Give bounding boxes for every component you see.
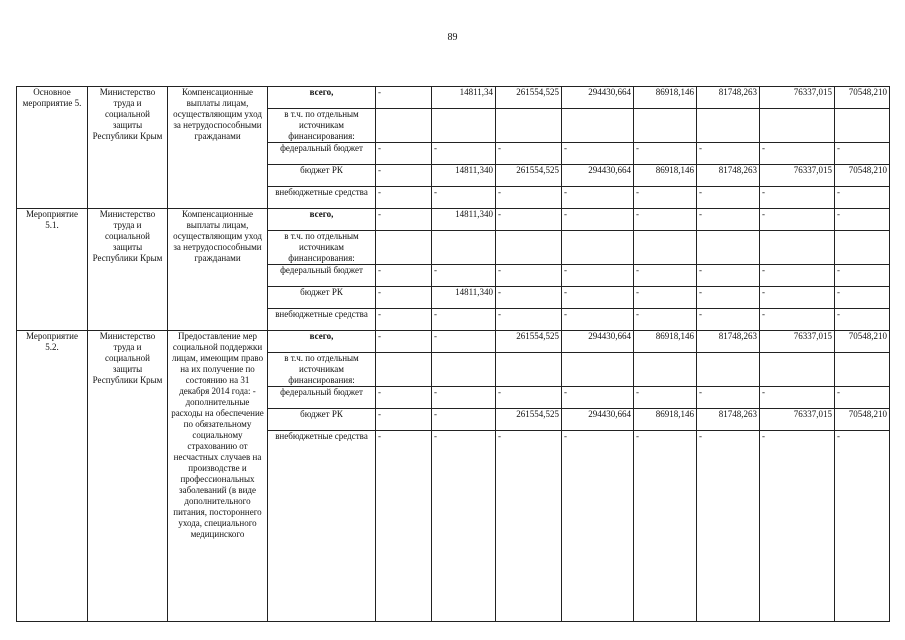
amount-cell: - bbox=[496, 287, 562, 309]
amount-cell: - bbox=[760, 431, 835, 622]
amount-cell bbox=[835, 231, 890, 265]
amount-cell: - bbox=[634, 143, 697, 165]
amount-cell bbox=[496, 353, 562, 387]
funding-table bbox=[16, 86, 890, 622]
amount-cell: - bbox=[376, 387, 432, 409]
amount-cell: - bbox=[376, 409, 432, 431]
amount-cell: - bbox=[835, 431, 890, 622]
amount-cell: 294430,664 bbox=[562, 409, 634, 431]
amount-cell: - bbox=[835, 309, 890, 331]
amount-cell: - bbox=[496, 265, 562, 287]
amount-cell bbox=[432, 231, 496, 265]
amount-cell bbox=[697, 109, 760, 143]
amount-cell: - bbox=[496, 187, 562, 209]
amount-cell: 261554,525 bbox=[496, 331, 562, 353]
amount-cell: - bbox=[760, 265, 835, 287]
page-number: 89 bbox=[447, 32, 458, 43]
amount-cell bbox=[432, 109, 496, 143]
amount-cell bbox=[432, 353, 496, 387]
amount-cell: 76337,015 bbox=[760, 409, 835, 431]
funding-source: внебюджетные средства bbox=[268, 309, 376, 331]
amount-cell bbox=[496, 231, 562, 265]
block-code: Основное мероприятие 5. bbox=[17, 87, 88, 209]
amount-cell: 14811,340 bbox=[432, 165, 496, 187]
block-name: Компенсационные выплаты лицам, осуществляющим уход за нетрудоспособными гражданами bbox=[168, 87, 268, 209]
amount-cell: - bbox=[376, 265, 432, 287]
amount-cell: - bbox=[634, 209, 697, 231]
amount-cell bbox=[835, 353, 890, 387]
amount-cell: 14811,340 bbox=[432, 209, 496, 231]
amount-cell bbox=[760, 109, 835, 143]
amount-cell bbox=[562, 109, 634, 143]
amount-cell: - bbox=[376, 431, 432, 622]
funding-source: всего, bbox=[268, 209, 376, 231]
amount-cell: - bbox=[432, 265, 496, 287]
amount-cell: - bbox=[634, 431, 697, 622]
amount-cell: - bbox=[697, 387, 760, 409]
amount-cell: 76337,015 bbox=[760, 331, 835, 353]
funding-source: в т.ч. по отдельным источникам финансирования: bbox=[268, 353, 376, 387]
amount-cell: 86918,146 bbox=[634, 87, 697, 109]
amount-cell bbox=[562, 353, 634, 387]
amount-cell: - bbox=[760, 187, 835, 209]
amount-cell bbox=[376, 353, 432, 387]
funding-source: в т.ч. по отдельным источникам финансирования: bbox=[268, 231, 376, 265]
amount-cell: 81748,263 bbox=[697, 331, 760, 353]
amount-cell: - bbox=[697, 187, 760, 209]
amount-cell: - bbox=[562, 287, 634, 309]
table-body bbox=[17, 87, 890, 622]
funding-source: федеральный бюджет bbox=[268, 265, 376, 287]
amount-cell: - bbox=[634, 265, 697, 287]
amount-cell: - bbox=[562, 265, 634, 287]
amount-cell: - bbox=[835, 387, 890, 409]
amount-cell: - bbox=[697, 431, 760, 622]
amount-cell: 294430,664 bbox=[562, 165, 634, 187]
amount-cell: - bbox=[835, 287, 890, 309]
amount-cell bbox=[634, 231, 697, 265]
funding-source: всего, bbox=[268, 331, 376, 353]
amount-cell: - bbox=[432, 309, 496, 331]
amount-cell: 86918,146 bbox=[634, 165, 697, 187]
amount-cell: - bbox=[496, 309, 562, 331]
amount-cell bbox=[697, 231, 760, 265]
amount-cell bbox=[760, 231, 835, 265]
funding-source: внебюджетные средства bbox=[268, 187, 376, 209]
amount-cell bbox=[634, 109, 697, 143]
amount-cell bbox=[562, 231, 634, 265]
block-code: Мероприятие 5.1. bbox=[17, 209, 88, 331]
amount-cell: - bbox=[376, 143, 432, 165]
block-executor: Министерство труда и социальной защиты Республики Крым bbox=[88, 331, 168, 622]
amount-cell: - bbox=[562, 309, 634, 331]
amount-cell: - bbox=[432, 431, 496, 622]
amount-cell: - bbox=[760, 143, 835, 165]
amount-cell: 70548,210 bbox=[835, 409, 890, 431]
amount-cell: - bbox=[760, 309, 835, 331]
amount-cell: 86918,146 bbox=[634, 409, 697, 431]
amount-cell: - bbox=[697, 209, 760, 231]
funding-source: федеральный бюджет bbox=[268, 387, 376, 409]
amount-cell bbox=[376, 231, 432, 265]
amount-cell bbox=[634, 353, 697, 387]
table-row bbox=[17, 209, 890, 231]
amount-cell: - bbox=[697, 287, 760, 309]
funding-source: в т.ч. по отдельным источникам финансирования: bbox=[268, 109, 376, 143]
amount-cell: - bbox=[562, 209, 634, 231]
block-name: Предоставление мер социальной поддержки лицам, имеющим право на их получение по состоянию на 31 декабря 2014 года: - дополнительные расходы на обеспечение по обязательному социальному страхованию от несчастных случаев на производстве и профессиональных заболеваний (в виде дополнительного питания, постороннего ухода, специального медицинского bbox=[168, 331, 268, 622]
amount-cell bbox=[376, 109, 432, 143]
table-row bbox=[17, 87, 890, 109]
funding-source: бюджет РК bbox=[268, 165, 376, 187]
amount-cell: - bbox=[697, 309, 760, 331]
amount-cell: 70548,210 bbox=[835, 331, 890, 353]
amount-cell: 261554,525 bbox=[496, 165, 562, 187]
block-code: Мероприятие 5.2. bbox=[17, 331, 88, 622]
amount-cell: 70548,210 bbox=[835, 87, 890, 109]
amount-cell: - bbox=[835, 143, 890, 165]
funding-source: внебюджетные средства bbox=[268, 431, 376, 622]
amount-cell: - bbox=[376, 309, 432, 331]
amount-cell bbox=[496, 109, 562, 143]
amount-cell: 294430,664 bbox=[562, 331, 634, 353]
amount-cell: 294430,664 bbox=[562, 87, 634, 109]
amount-cell: - bbox=[432, 331, 496, 353]
amount-cell bbox=[760, 353, 835, 387]
amount-cell: - bbox=[562, 187, 634, 209]
amount-cell: - bbox=[376, 209, 432, 231]
block-name: Компенсационные выплаты лицам, осуществляющим уход за нетрудоспособными гражданами bbox=[168, 209, 268, 331]
amount-cell: - bbox=[496, 387, 562, 409]
amount-cell: - bbox=[376, 87, 432, 109]
funding-source: федеральный бюджет bbox=[268, 143, 376, 165]
amount-cell: - bbox=[562, 387, 634, 409]
table-row bbox=[17, 331, 890, 353]
amount-cell: - bbox=[376, 165, 432, 187]
amount-cell: - bbox=[496, 431, 562, 622]
amount-cell: 261554,525 bbox=[496, 409, 562, 431]
amount-cell: 76337,015 bbox=[760, 87, 835, 109]
amount-cell: - bbox=[697, 265, 760, 287]
amount-cell: 14811,340 bbox=[432, 287, 496, 309]
amount-cell: - bbox=[634, 287, 697, 309]
amount-cell bbox=[835, 109, 890, 143]
amount-cell: 14811,34 bbox=[432, 87, 496, 109]
amount-cell: 81748,263 bbox=[697, 87, 760, 109]
amount-cell: - bbox=[835, 209, 890, 231]
amount-cell: - bbox=[432, 143, 496, 165]
funding-source: бюджет РК bbox=[268, 287, 376, 309]
amount-cell bbox=[697, 353, 760, 387]
block-executor: Министерство труда и социальной защиты Республики Крым bbox=[88, 87, 168, 209]
amount-cell: - bbox=[835, 187, 890, 209]
amount-cell: - bbox=[376, 331, 432, 353]
amount-cell: - bbox=[496, 143, 562, 165]
amount-cell: 86918,146 bbox=[634, 331, 697, 353]
block-executor: Министерство труда и социальной защиты Республики Крым bbox=[88, 209, 168, 331]
amount-cell: - bbox=[634, 187, 697, 209]
amount-cell: - bbox=[760, 387, 835, 409]
amount-cell: - bbox=[432, 387, 496, 409]
amount-cell: 81748,263 bbox=[697, 165, 760, 187]
funding-source: бюджет РК bbox=[268, 409, 376, 431]
amount-cell: - bbox=[376, 187, 432, 209]
amount-cell: - bbox=[496, 209, 562, 231]
amount-cell: - bbox=[562, 431, 634, 622]
amount-cell: - bbox=[634, 309, 697, 331]
amount-cell: - bbox=[432, 409, 496, 431]
amount-cell: 76337,015 bbox=[760, 165, 835, 187]
amount-cell: - bbox=[634, 387, 697, 409]
funding-source: всего, bbox=[268, 87, 376, 109]
amount-cell: - bbox=[697, 143, 760, 165]
amount-cell: 81748,263 bbox=[697, 409, 760, 431]
amount-cell: 261554,525 bbox=[496, 87, 562, 109]
amount-cell: - bbox=[562, 143, 634, 165]
amount-cell: - bbox=[760, 209, 835, 231]
amount-cell: - bbox=[432, 187, 496, 209]
amount-cell: - bbox=[376, 287, 432, 309]
amount-cell: - bbox=[760, 287, 835, 309]
amount-cell: - bbox=[835, 265, 890, 287]
amount-cell: 70548,210 bbox=[835, 165, 890, 187]
